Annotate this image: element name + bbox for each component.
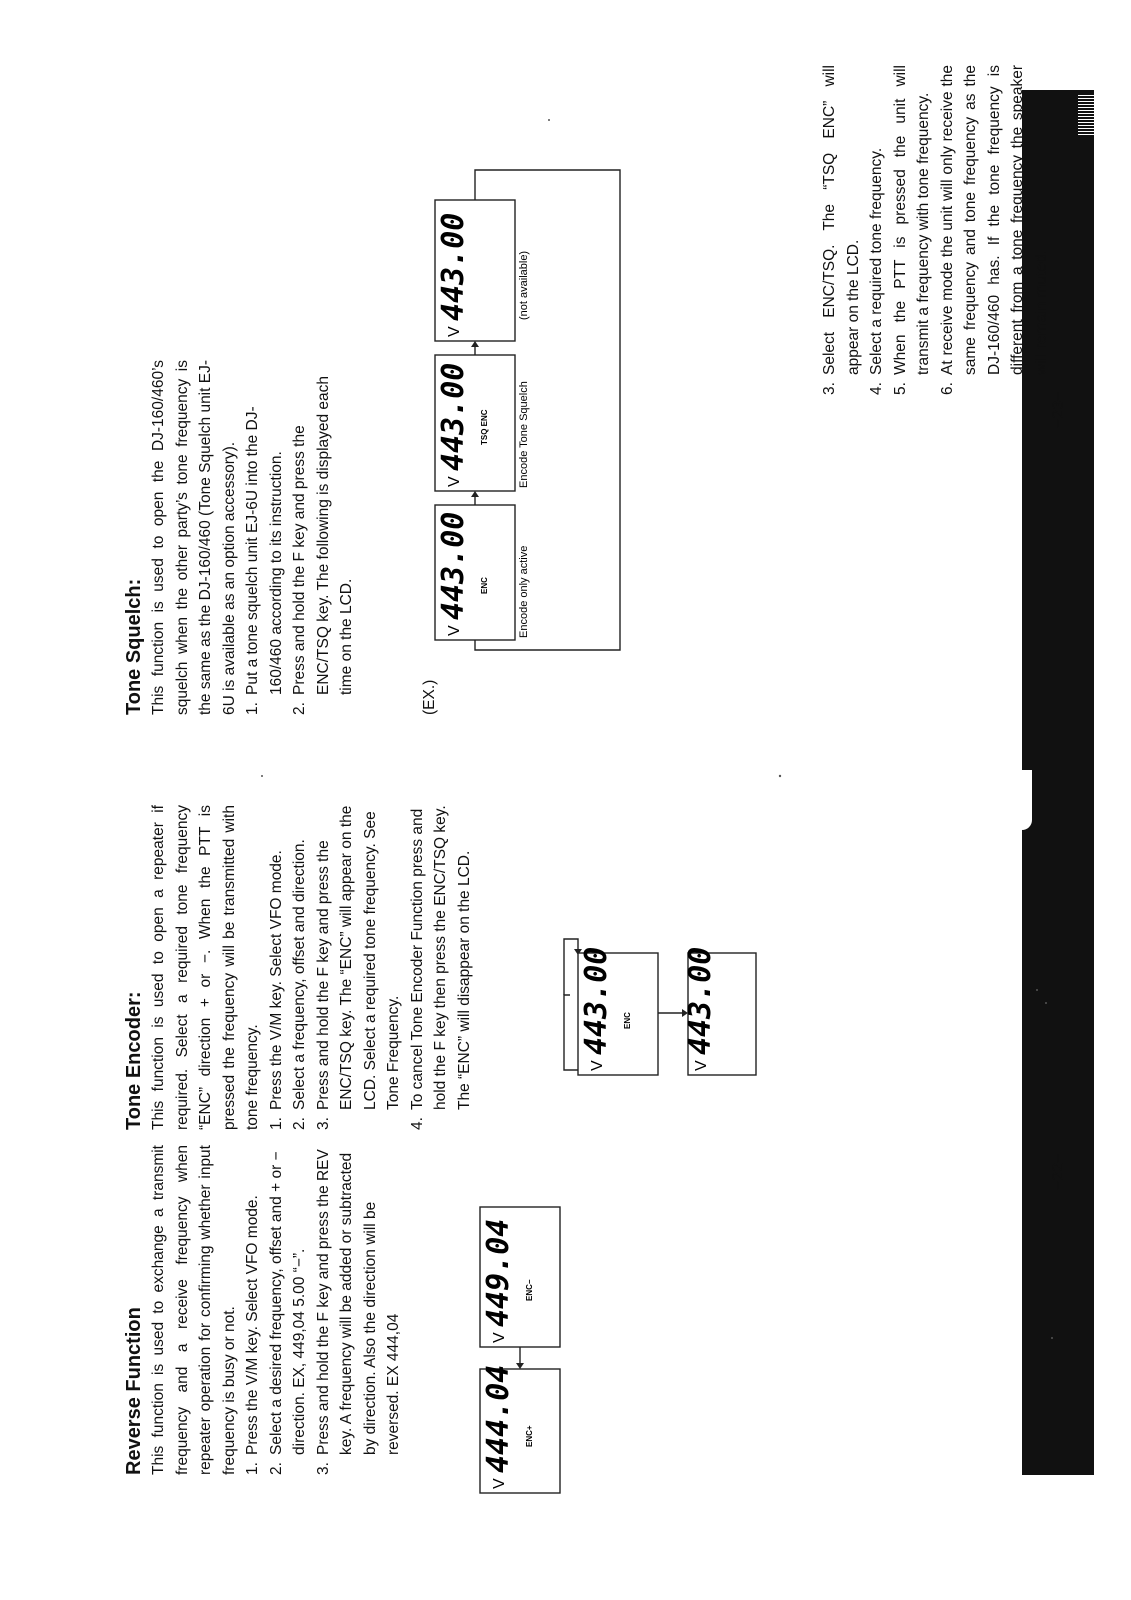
lcd-frequency: 443.00	[579, 946, 614, 1055]
step-text: Put a tone squelch unit EJ-6U into the DJ-160/460 according to its instruction.	[244, 406, 285, 695]
reverse-function-intro: This function is used to exchange a transmit frequency and a receive frequency when repeater operation for confirming whether input frequency is busy or not.	[150, 1145, 238, 1475]
step-text: Select a desired frequency, offset and + or − direction. EX, 449,04 5.00 “−”.	[267, 1151, 308, 1455]
lcd-frequency: 449.04	[481, 1218, 516, 1327]
step-number: 4.	[408, 1117, 426, 1130]
lcd-mode: ENC	[480, 577, 489, 594]
lcd-caption: Encode Tone Squelch	[518, 381, 530, 488]
lcd-caption: Encode only active	[518, 545, 530, 638]
step-text: Select ENC/TSQ. The “TSQ ENC” will appear on the LCD.	[821, 65, 862, 375]
step-text: Press and hold the F key and press the ENC/TSQ key. The “ENC” will appear on the LCD. Select a required tone frequency. See Tone Frequency.	[314, 805, 402, 1110]
lcd-frequency: 443.00	[436, 511, 471, 620]
lcd-v-indicator: V	[589, 1060, 606, 1071]
step-number: 3.	[821, 382, 838, 395]
step-number: 1.	[244, 1462, 261, 1475]
step-number: 3.	[314, 1117, 332, 1130]
lcd-mode: ENC	[623, 1012, 632, 1029]
step-text: When the PTT is pressed the unit will transmit a frequency with tone frequency.	[891, 65, 932, 375]
lcd-v-indicator: V	[491, 1478, 508, 1489]
step-number: 1.	[244, 702, 261, 715]
tone-squelch-title: Tone Squelch:	[123, 578, 145, 715]
lcd-frequency: 443.00	[436, 362, 471, 471]
lcd-v-indicator: V	[446, 625, 463, 636]
lcd-mode: ENC−	[525, 1279, 534, 1301]
step-text: Select a frequency, offset and direction.	[291, 839, 308, 1110]
page-number-right: −23−	[1050, 391, 1067, 428]
reverse-function-title: Reverse Function	[123, 1307, 145, 1475]
step-text: At receive mode the unit will only receive the same frequency and tone frequency as the DJ-160/460 has. If the tone frequency is different from a tone frequency the speaker will remain muted.	[938, 65, 1050, 375]
lcd-v-indicator: V	[446, 476, 463, 487]
step-number: 2.	[267, 1462, 285, 1475]
step-number: 6.	[938, 382, 956, 395]
lcd-v-indicator: V	[693, 1060, 710, 1071]
step-text: Select a required tone frequency.	[868, 147, 885, 375]
tone-squelch-intro: This function is used to open the DJ-160/460’s squelch when the other party’s tone frequency is the same as the DJ-160/460 (Tone Squelch unit EJ-6U is available as an option accessory).	[150, 360, 238, 715]
step-text: To cancel Tone Encoder Function press and hold the F key then press the ENC/TSQ key. The “ENC” will disappear on the LCD.	[408, 805, 473, 1110]
step-text: Press and hold the F key and press the ENC/TSQ key. The following is displayed each time on the LCD.	[291, 375, 355, 695]
lcd-frequency: 443.00	[683, 946, 718, 1055]
tone-encoder-intro: This function is used to open a repeater if required. Select a required tone frequency “ENC” direction + or −. When the PTT is pressed the frequency will be transmitted with tone frequency.	[150, 805, 261, 1130]
step-number: 2.	[291, 1117, 308, 1130]
step-number: 3.	[314, 1462, 332, 1475]
lcd-mode: TSQ ENC	[480, 409, 489, 445]
lcd-mode: ENC+	[525, 1425, 534, 1447]
step-number: 5.	[891, 382, 909, 395]
step-number: 4.	[868, 382, 885, 395]
lcd-caption: (not available)	[518, 250, 530, 320]
tone-encoder-title: Tone Encoder:	[123, 991, 145, 1130]
lcd-frequency: 444.04	[481, 1364, 516, 1473]
step-number: 1.	[267, 1117, 285, 1130]
step-text: Press and hold the F key and press the REV key. A frequency will be added or subtracted by direction. Also the direction will be reversed. EX 444,04	[314, 1149, 402, 1455]
page-number-left: −22−	[1050, 1153, 1067, 1190]
lcd-v-indicator: V	[491, 1332, 508, 1343]
step-number: 2.	[291, 702, 308, 715]
step-text: Press the V/M key. Select VFO mode.	[244, 1195, 261, 1455]
lcd-v-indicator: V	[446, 326, 463, 337]
step-text: Press the V/M key. Select VFO mode.	[267, 850, 285, 1110]
example-text: (EX.)	[421, 679, 438, 715]
lcd-frequency: 443.00	[436, 212, 471, 321]
